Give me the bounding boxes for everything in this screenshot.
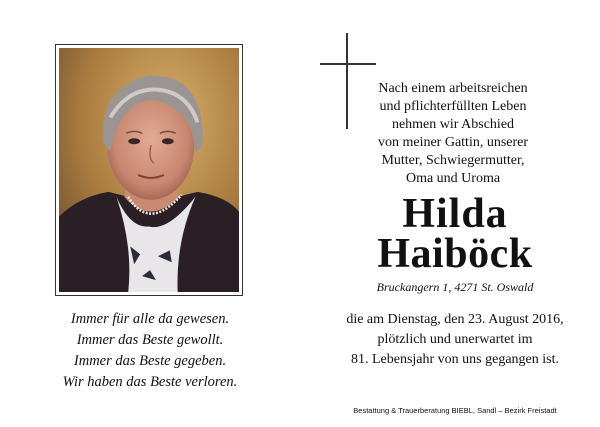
death-info-line: die am Dienstag, den 23. August 2016, — [346, 312, 564, 327]
intro-line: und pflichterfüllten Leben — [379, 99, 527, 114]
death-info-line: 81. Lebensjahr von uns gegangen ist. — [350, 352, 559, 367]
portrait-image — [59, 48, 239, 292]
death-info — [318, 310, 592, 370]
verse-line: Immer für alle da gewesen. — [70, 311, 230, 327]
intro-line: von meiner Gattin, unserer — [377, 135, 529, 150]
intro-line: Oma und Uroma — [405, 171, 501, 186]
verse-line: Immer das Beste gegeben. — [73, 353, 227, 369]
verse-line: Immer das Beste gewollt. — [76, 332, 224, 348]
portrait-frame — [55, 44, 243, 296]
intro-line: nehmen wir Abschied — [391, 117, 515, 132]
deceased-last-name: Haiböck — [377, 231, 533, 277]
intro-line: Mutter, Schwiegermutter, — [381, 153, 525, 168]
cross-icon-horizontal — [320, 63, 376, 65]
funeral-home-credit: Bestattung & Trauerberatung BIEBL, Sandl – Bezirk Freistadt — [353, 406, 557, 415]
death-info-line: plötzlich und unerwartet im — [377, 332, 533, 347]
memorial-verse — [30, 309, 270, 393]
intro-text — [340, 80, 566, 188]
portrait-photo — [59, 48, 239, 292]
deceased-first-name: Hilda — [402, 191, 508, 237]
intro-line: Nach einem arbeitsreichen — [378, 81, 528, 96]
verse-line: Wir haben das Beste verloren. — [62, 374, 238, 390]
address-line: Bruckangern 1, 4271 St. Oswald — [376, 280, 534, 294]
